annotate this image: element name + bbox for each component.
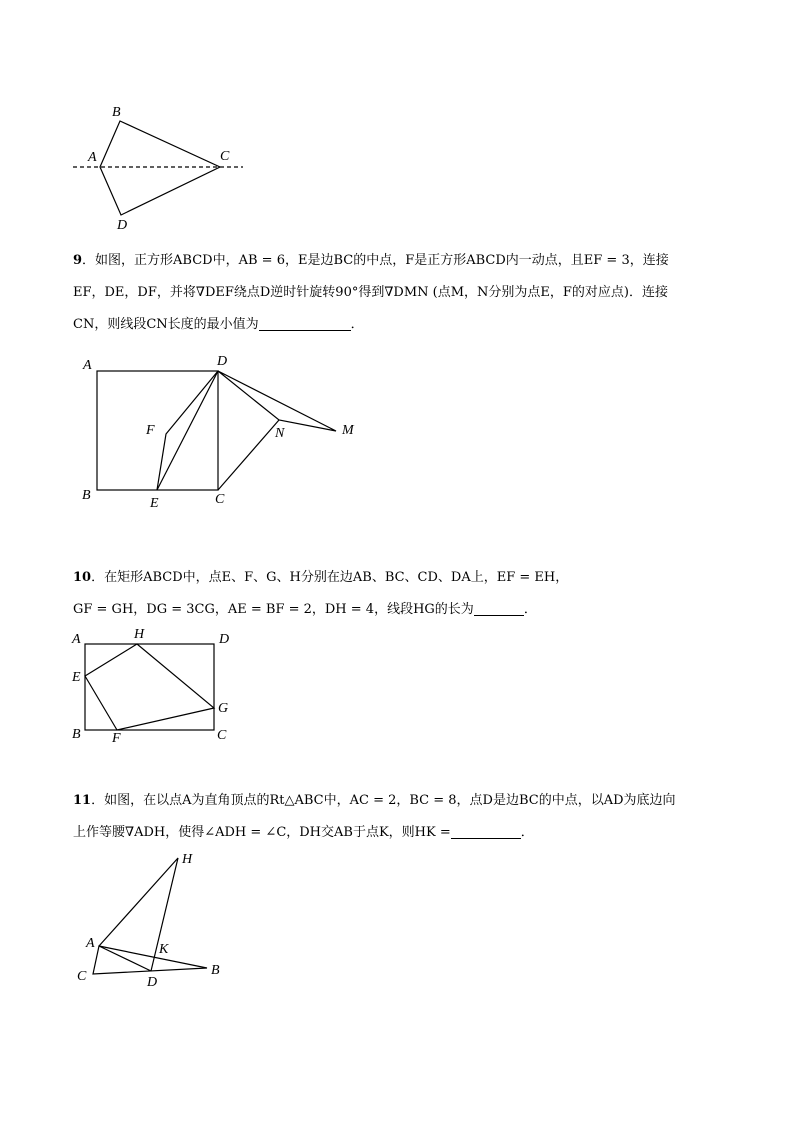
question-text: GF = GH，DG = 3CG，AE = BF = 2，DH = 4，线段HG的长为: [73, 602, 474, 617]
question-text: CN，则线段CN长度的最小值为: [73, 317, 259, 332]
question-number: 9: [73, 253, 83, 268]
figure-11-triangle: [93, 858, 207, 974]
point-label-b: B: [211, 963, 220, 978]
segment-de: [157, 371, 218, 490]
point-label-c: C: [220, 149, 230, 164]
point-label-g: G: [218, 701, 229, 716]
point-label-b: B: [112, 105, 121, 120]
point-label-h: H: [182, 852, 193, 867]
figure-10-rectangle: [85, 644, 214, 730]
triangle-acb: [93, 946, 207, 974]
question-text: ．如图，正方形ABCD中，AB = 6，E是边BC的中点，F是正方形ABCD内一动点，且EF = 3，连接: [82, 253, 669, 268]
segment-ad: [99, 946, 151, 971]
point-label-c: C: [215, 492, 225, 507]
punctuation: ．: [350, 317, 364, 332]
point-label-c: C: [77, 969, 87, 984]
question-11-line-1: [73, 784, 676, 817]
question-9-line-1: [73, 244, 669, 277]
figure-9-square: [97, 371, 336, 490]
segment-cn: [218, 420, 279, 490]
point-label-n: N: [275, 426, 285, 441]
point-label-a: A: [72, 632, 81, 647]
point-label-b: B: [82, 488, 91, 503]
question-9-line-3: [73, 308, 364, 341]
punctuation: ．: [520, 825, 534, 840]
question-text: ．如图，在以点A为直角顶点的Rt△ABC中，AC = 2，BC = 8，点D是边BC的中点，以AD为底边向: [91, 793, 676, 808]
question-number: 11: [73, 793, 92, 808]
point-label-b: B: [72, 727, 81, 742]
point-label-a: A: [83, 358, 92, 373]
point-label-k: K: [159, 942, 169, 957]
point-label-a: A: [88, 150, 97, 165]
square-abcd: [97, 371, 218, 490]
question-11-line-2: [73, 816, 534, 849]
point-label-c: C: [217, 728, 227, 743]
point-label-m: M: [342, 423, 354, 438]
rectangle-abcd: [85, 644, 214, 730]
question-9-line-2: EF，DE，DF，并将∇DEF绕点D逆时针旋转90°得到∇DMN (点M，N分别为点E，F的对应点)．连接: [73, 285, 668, 300]
answer-blank[interactable]: [474, 601, 524, 616]
question-text: ．在矩形ABCD中，点E、F、G、H分别在边AB、BC、CD、DA上，EF = EH，: [91, 570, 569, 585]
figure-8-kite: [73, 121, 243, 215]
point-label-d: D: [219, 632, 230, 647]
kite-abcd: [100, 121, 220, 215]
punctuation: ．: [523, 602, 537, 617]
point-label-e: E: [150, 496, 159, 511]
point-label-e: E: [72, 670, 81, 685]
answer-blank[interactable]: [259, 316, 351, 331]
point-label-d: D: [217, 354, 228, 369]
quad-ehgf: [85, 644, 214, 730]
point-label-f: F: [146, 423, 155, 438]
point-label-d: D: [117, 218, 128, 233]
point-label-h: H: [134, 627, 145, 642]
question-number: 10: [73, 570, 92, 585]
answer-blank[interactable]: [451, 824, 521, 839]
question-10-line-1: [73, 561, 568, 594]
question-text: 上作等腰∇ADH，使得∠ADH = ∠C，DH交AB于点K，则HK =: [73, 825, 451, 840]
point-label-a: A: [86, 936, 95, 951]
point-label-f: F: [112, 731, 121, 746]
question-10-line-2: [73, 593, 537, 626]
point-label-d: D: [147, 975, 158, 990]
